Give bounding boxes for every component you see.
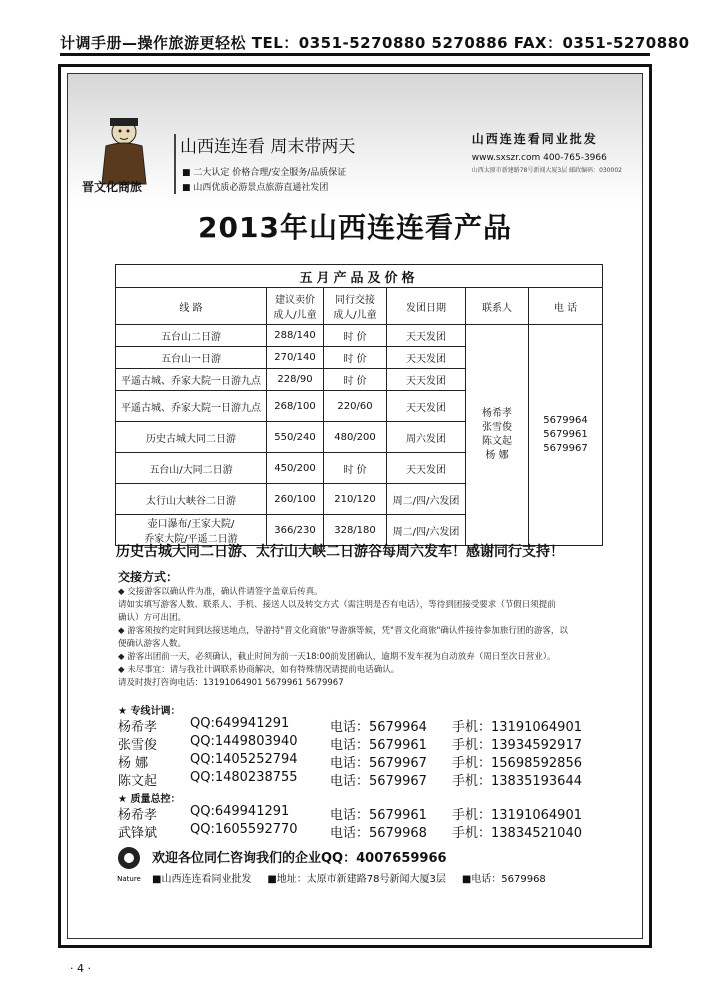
staff-tel: 电话：5679964 — [330, 720, 427, 735]
cell-route: 五台山/大同二日游 — [116, 453, 267, 484]
col-date: 发团日期 — [387, 288, 466, 325]
staff-tel: 电话：5679968 — [330, 826, 427, 841]
header-slogan: 山西连连看 周末带两天 — [180, 137, 356, 157]
cell-route: 壶口瀑布/王家大院/ 乔家大院/平遥二日游 — [116, 515, 267, 546]
logo-text: 晋文化商旅 — [82, 180, 143, 194]
staff-mobile: 手机：13934592917 — [452, 738, 582, 753]
cell-date: 周二/四/六发团 — [387, 484, 466, 515]
note-line: 确认）方可出团。 — [118, 613, 187, 623]
quality-list — [118, 804, 643, 840]
staff-mobile: 手机：13835193644 — [452, 774, 582, 789]
note-line: ◆ 交接游客以确认件为准，确认件请签字盖章后传真。 — [118, 587, 323, 597]
top-rule — [60, 53, 650, 56]
cell-suggested: 366/230 — [267, 515, 324, 546]
footer-address: ■地址：太原市新建路78号新闻大厦3层 — [267, 874, 446, 885]
staff-qq: QQ:1405252794 — [190, 752, 298, 767]
brand-address: 山西太原市新建路78号新闻大厦3层 邮政编码：030002 — [471, 167, 622, 174]
header-bullet: ■ 二大认定 价格合理/安全服务/品质保证 — [182, 168, 347, 178]
brand-website: www.sxszr.com 400-765-3966 — [471, 153, 607, 163]
contact-name: 张雪俊 — [482, 422, 512, 433]
note-line: ◆ 未尽事宜：请与我社计调联系协商解决，如有特殊情况请提前电话确认。 — [118, 665, 400, 675]
cell-date: 天天发团 — [387, 347, 466, 369]
staff-row — [118, 716, 643, 734]
cell-date: 天天发团 — [387, 369, 466, 391]
staff-mobile: 手机：13191064901 — [452, 720, 582, 735]
phones-cell — [529, 325, 603, 546]
contact-name: 陈文起 — [482, 436, 512, 447]
staff-qq: QQ:649941291 — [190, 716, 290, 731]
contact-phone: 5679961 — [543, 429, 588, 440]
quality-title: ★ 质量总控： — [118, 794, 181, 805]
cell-peer: 210/120 — [324, 484, 387, 515]
contact-name: 杨希孝 — [482, 408, 512, 419]
staff-row — [118, 734, 643, 752]
staff-name: 杨希孝 — [118, 808, 158, 823]
cell-date: 周二/四/六发团 — [387, 515, 466, 546]
cell-suggested: 268/100 — [267, 391, 324, 422]
staff-name: 武锋斌 — [118, 826, 158, 841]
cell-route: 平遥古城、乔家大院一日游九点 — [116, 369, 267, 391]
staff-qq: QQ:1605592770 — [190, 822, 298, 837]
nature-logo-icon — [112, 844, 146, 884]
contacts-cell — [466, 325, 529, 546]
footer-info — [152, 870, 546, 885]
cell-route: 太行山大峡谷二日游 — [116, 484, 267, 515]
cell-peer: 时 价 — [324, 325, 387, 347]
staff-name: 张雪俊 — [118, 738, 158, 753]
page-frame — [58, 64, 652, 948]
header-bullet: ■ 山西优质必游景点旅游直通社发团 — [182, 183, 329, 193]
cell-date: 天天发团 — [387, 325, 466, 347]
hotline-title: ★ 专线计调： — [118, 706, 181, 717]
welcome-line: 欢迎各位同仁咨询我们的企业QQ：4007659966 — [152, 851, 447, 866]
staff-name: 杨 娜 — [118, 756, 149, 771]
contact-name: 杨 娜 — [485, 450, 509, 461]
cell-suggested: 288/140 — [267, 325, 324, 347]
col-phone: 电 话 — [529, 288, 603, 325]
note-line: ◆ 游客出团前一天，必须确认，截止时间为前一天18:00前发团确认，逾期不发车视为自动放弃（周日至次日营业）。 — [118, 652, 556, 662]
cell-route: 五台山一日游 — [116, 347, 267, 369]
footer-company: ■山西连连看同业批发 — [152, 874, 252, 885]
cell-route: 五台山二日游 — [116, 325, 267, 347]
cell-route: 历史古城大同二日游 — [116, 422, 267, 453]
header-bullets — [182, 166, 346, 196]
cell-route: 平遥古城、乔家大院一日游九点 — [116, 391, 267, 422]
page-number: · 4 · — [70, 962, 91, 975]
page-inner — [67, 73, 643, 939]
cell-peer: 220/60 — [324, 391, 387, 422]
col-route: 线 路 — [116, 288, 267, 325]
cell-peer: 328/180 — [324, 515, 387, 546]
staff-qq: QQ:649941291 — [190, 804, 290, 819]
staff-name: 陈文起 — [118, 774, 158, 789]
footer-phone: ■电话：5679968 — [461, 874, 546, 885]
cell-date: 天天发团 — [387, 453, 466, 484]
handover-notes — [118, 586, 628, 690]
table-row — [116, 325, 603, 347]
note-line: 请如实填写游客人数、联系人、手机、接送人以及转交方式（需注明是否有电话），等待到团接受要求（节假日须提前 — [118, 600, 556, 610]
staff-tel: 电话：5679961 — [330, 738, 427, 753]
staff-qq: QQ:1449803940 — [190, 734, 298, 749]
cell-peer: 时 价 — [324, 347, 387, 369]
cell-peer: 时 价 — [324, 369, 387, 391]
top-banner — [60, 32, 690, 54]
handover-title: 交接方式： — [118, 570, 179, 584]
cell-suggested: 260/100 — [267, 484, 324, 515]
note-line: 便确认游客人数。 — [118, 639, 187, 649]
cell-peer: 480/200 — [324, 422, 387, 453]
product-table — [115, 264, 603, 546]
cell-suggested: 270/140 — [267, 347, 324, 369]
top-banner-text: 计调手册—操作旅游更轻松 TEL：0351-5270880 5270886 FAX：0351-5270880 — [60, 34, 690, 52]
contact-phone: 5679967 — [543, 443, 588, 454]
col-suggested: 建议卖价 成人/儿童 — [267, 288, 324, 325]
page-title: 2013年山西连连看产品 — [198, 211, 512, 244]
staff-mobile: 手机：13834521040 — [452, 826, 582, 841]
staff-row — [118, 770, 643, 788]
col-contact: 联系人 — [466, 288, 529, 325]
staff-row — [118, 804, 643, 822]
contact-phone: 5679964 — [543, 415, 588, 426]
staff-tel: 电话：5679967 — [330, 774, 427, 789]
promo-slogan: 历史古城大同二日游、太行山大峡二日游谷每周六发车！感谢同行支持！ — [116, 544, 564, 560]
brand-name: 山西连连看同业批发 — [471, 132, 598, 146]
staff-row — [118, 752, 643, 770]
hotline-list — [118, 716, 643, 788]
brand-block — [472, 130, 622, 174]
staff-row — [118, 822, 643, 840]
cell-peer: 时 价 — [324, 453, 387, 484]
cell-suggested: 450/200 — [267, 453, 324, 484]
staff-name: 杨希孝 — [118, 720, 158, 735]
nature-label: Nature — [117, 875, 141, 883]
table-caption: 五月产品及价格 — [116, 265, 603, 288]
staff-tel: 电话：5679967 — [330, 756, 427, 771]
header-divider — [174, 134, 176, 194]
staff-tel: 电话：5679961 — [330, 808, 427, 823]
cell-date: 天天发团 — [387, 391, 466, 422]
col-peer: 同行交接 成人/儿童 — [324, 288, 387, 325]
cell-suggested: 228/90 — [267, 369, 324, 391]
note-line: ◆ 游客须按约定时间到达接送地点，导游持"晋文化商旅"导游旗等候，凭"晋文化商旅"确认件接待参加旅行团的游客，以 — [118, 626, 568, 636]
cell-date: 周六发团 — [387, 422, 466, 453]
note-line: 请及时拨打咨询电话：13191064901 5679961 5679967 — [118, 678, 344, 688]
staff-mobile: 手机：15698592856 — [452, 756, 582, 771]
staff-qq: QQ:1480238755 — [190, 770, 298, 785]
cell-suggested: 550/240 — [267, 422, 324, 453]
staff-mobile: 手机：13191064901 — [452, 808, 582, 823]
